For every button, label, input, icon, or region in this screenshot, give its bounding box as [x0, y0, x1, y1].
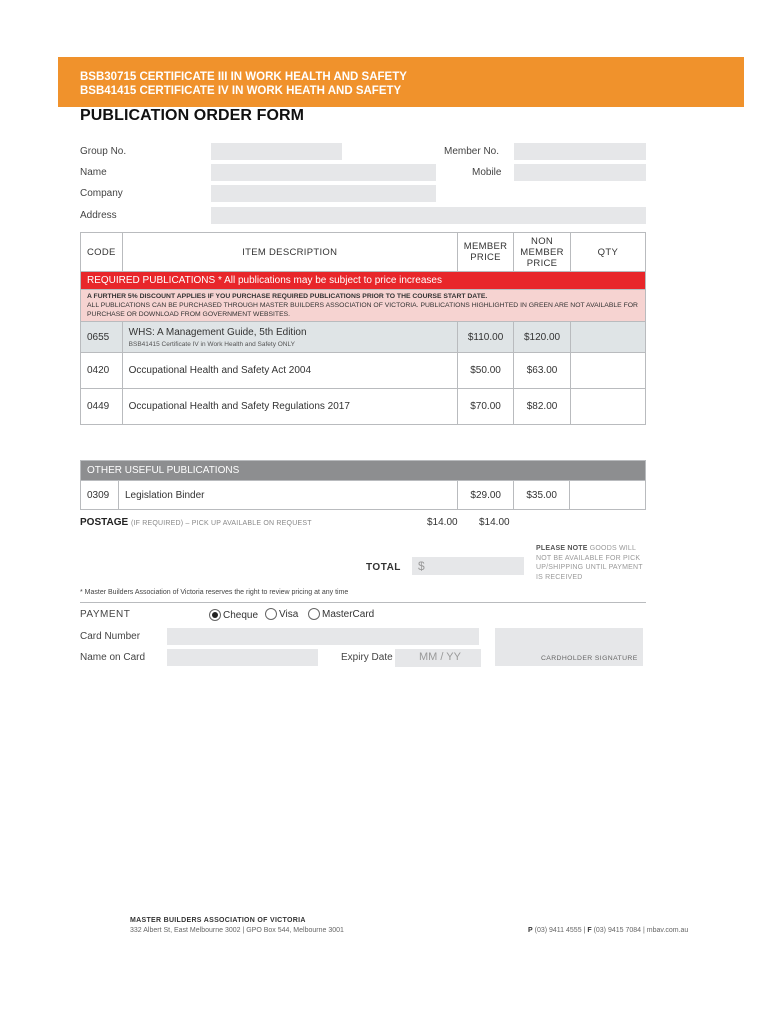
course-line-1: BSB30715 CERTIFICATE III IN WORK HEALTH AND SAFETY: [80, 71, 407, 83]
name-label: Name: [80, 167, 107, 178]
col-qty: QTY: [570, 233, 645, 272]
row-member-price: $50.00: [457, 353, 514, 389]
footer-address: 332 Albert St, East Melbourne 3002 | GPO Box 544, Melbourne 3001: [130, 927, 344, 934]
footer-org: MASTER BUILDERS ASSOCIATION OF VICTORIA: [130, 917, 306, 924]
discount-notice: [81, 290, 646, 322]
row-qty-input[interactable]: [570, 322, 645, 353]
postage-member: $14.00: [427, 517, 458, 528]
footer-contact: [528, 927, 688, 934]
row-member-price: $70.00: [457, 389, 514, 425]
address-label: Address: [80, 210, 117, 221]
payment-label: PAYMENT: [80, 609, 131, 620]
postage-note: (IF REQUIRED) – PICK UP AVAILABLE ON REQUEST: [130, 520, 312, 527]
address-field[interactable]: [211, 207, 646, 224]
page-title: PUBLICATION ORDER FORM: [80, 107, 305, 124]
row-code: 0309: [81, 481, 119, 510]
row-member-price: $110.00: [457, 322, 514, 353]
member-no-label: Member No.: [444, 146, 500, 157]
postage-non-member: $14.00: [479, 517, 510, 528]
row-non-member-price: $120.00: [514, 322, 571, 353]
payment-note: [536, 544, 648, 582]
col-non-l3: PRICE: [526, 257, 558, 269]
cheque-label: Cheque: [223, 610, 259, 621]
row-qty-input[interactable]: [570, 389, 645, 425]
row-qty-input[interactable]: [570, 353, 645, 389]
row-qty-input[interactable]: [570, 481, 646, 510]
publications-table: [80, 232, 646, 425]
header-banner: [58, 57, 744, 107]
company-field[interactable]: [211, 185, 436, 202]
pricing-footnote: * Master Builders Association of Victoria reserves the right to review pricing at any time: [80, 589, 349, 596]
col-non-member-price: [514, 233, 571, 272]
payment-note-text: GOODS WILL NOT BE AVAILABLE FOR PICK UP/SHIPPING UNTIL PAYMENT IS RECEIVED: [536, 545, 643, 581]
website-link[interactable]: mbav.com.au: [646, 927, 689, 934]
required-bar: [81, 272, 646, 290]
row-desc: Occupational Health and Safety Regulations 2017: [122, 389, 457, 425]
row-non-member-price: $63.00: [514, 353, 571, 389]
name-on-card-field[interactable]: [167, 649, 318, 666]
signature-label: CARDHOLDER SIGNATURE: [541, 655, 638, 662]
fax-prefix: F: [587, 927, 592, 934]
notice-line-2: ALL PUBLICATIONS CAN BE PURCHASED THROUGH MASTER BUILDERS ASSOCIATION OF VICTORIA. PUBLICATIONS HIGHLIGHTED IN GREEN ARE NOT AVAILABLE FOR PURCHASE OR DOWNLOAD FROM GOVERNMENT WEBSITES.: [87, 302, 638, 318]
total-field[interactable]: $: [412, 557, 524, 575]
table-header: [81, 233, 646, 272]
other-bar-text: OTHER USEFUL PUBLICATIONS: [81, 461, 646, 481]
divider: [80, 602, 646, 603]
fax-number: (03) 9415 7084: [593, 927, 642, 934]
expiry-label: Expiry Date: [341, 652, 393, 663]
row-non-member-price: $82.00: [514, 389, 571, 425]
col-code: CODE: [81, 233, 123, 272]
total-label: TOTAL: [366, 562, 401, 573]
mobile-label: Mobile: [472, 167, 502, 178]
table-row: [81, 481, 646, 510]
card-number-field[interactable]: [167, 628, 479, 645]
contact-separator: |: [643, 927, 645, 934]
table-row: [81, 353, 646, 389]
mastercard-label: MasterCard: [322, 609, 375, 620]
postage-label: POSTAGE: [80, 517, 129, 528]
payment-note-bold: PLEASE NOTE: [536, 545, 588, 552]
cheque-radio[interactable]: [209, 609, 221, 621]
notice-line-1: A FURTHER 5% DISCOUNT APPLIES IF YOU PURCHASE REQUIRED PUBLICATIONS PRIOR TO THE COURSE START DATE.: [87, 293, 488, 300]
name-field[interactable]: [211, 164, 436, 181]
col-member-price: [457, 233, 514, 272]
col-non-l2: MEMBER: [520, 246, 564, 258]
contact-separator: |: [583, 927, 586, 934]
row-member-price: $29.00: [458, 481, 514, 510]
col-member-l1: MEMBER: [463, 241, 508, 252]
group-no-field[interactable]: [211, 143, 342, 160]
postage-line: [80, 517, 312, 528]
row-code: 0420: [81, 353, 123, 389]
row-desc: Legislation Binder: [118, 481, 457, 510]
row-code: 0655: [81, 322, 123, 353]
member-no-field[interactable]: [514, 143, 646, 160]
col-non-l1: NON: [531, 235, 554, 247]
required-bar-text: REQUIRED PUBLICATIONS * All publications may be subject to price increases: [81, 272, 646, 290]
expiry-field[interactable]: MM / YY: [395, 649, 481, 667]
card-number-label: Card Number: [80, 631, 141, 642]
phone-prefix: P: [528, 927, 533, 934]
other-bar: [81, 461, 646, 481]
table-row: [81, 322, 646, 353]
row-desc: WHS: A Management Guide, 5th Edition: [128, 326, 307, 338]
visa-label: Visa: [279, 609, 299, 620]
mastercard-radio[interactable]: [308, 608, 320, 620]
course-line-2: BSB41415 CERTIFICATE IV IN WORK HEATH AND SAFETY: [80, 85, 402, 97]
group-no-label: Group No.: [80, 146, 127, 157]
company-label: Company: [80, 188, 123, 199]
row-code: 0449: [81, 389, 123, 425]
row-sub: BSB41415 Certificate IV in Work Health and Safety ONLY: [128, 340, 295, 348]
table-row: [81, 389, 646, 425]
row-non-member-price: $35.00: [514, 481, 570, 510]
other-publications-table: [80, 460, 646, 510]
mobile-field[interactable]: [514, 164, 646, 181]
name-on-card-label: Name on Card: [80, 652, 146, 663]
phone-number: (03) 9411 4555: [534, 927, 582, 934]
col-description: ITEM DESCRIPTION: [122, 233, 457, 272]
row-desc: Occupational Health and Safety Act 2004: [122, 353, 457, 389]
visa-radio[interactable]: [265, 608, 277, 620]
col-member-l2: PRICE: [470, 252, 501, 263]
